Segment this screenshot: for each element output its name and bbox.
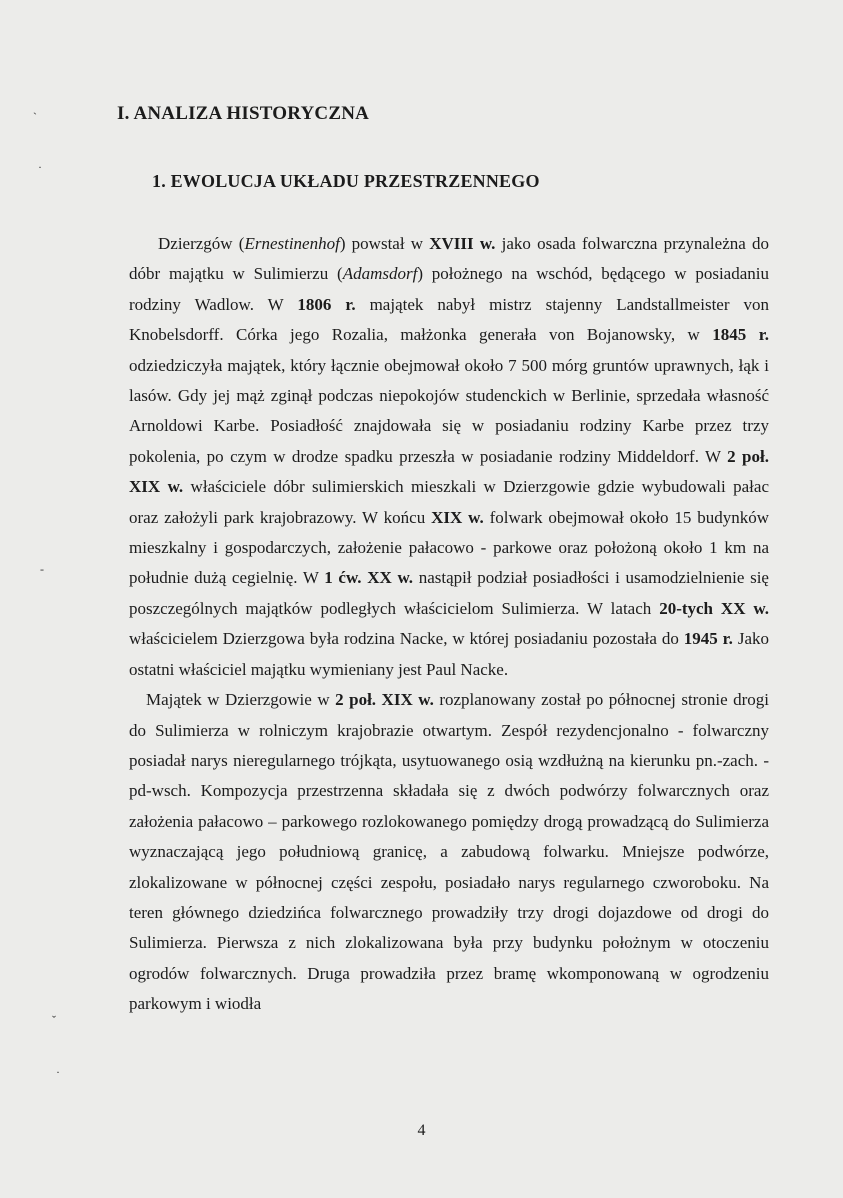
text-run: rozplanowany został po północnej stronie drogi do Sulimierza w rolniczym krajobrazie otwartym. Zespół rezydencjonalno - folwarczny posiadał narys nieregularnego trójkąta, usytuowanego osią wzdłużną na kierunku pn.-zach. - pd-wsch. Kompozycja przestrzenna składała się z dwóch podwórzy folwarcznych oraz założenia pałacowo – parkowego rozlokowanego pomiędzy drogą prowadzącą do Sulimierza wyznaczającą jego południową granicę, a zabudową folwarku. Mniejsze podwórze, zlokalizowane w północnej części zespołu, posiadało narys regularnego czworoboku. Na teren głównego dziedzińca folwarcznego prowadziły trzy drogi dojazdowe od drogi do Sulimierza. Pierwsza z nich zlokalizowana była przy budynku położnym w otoczeniu ogrodów folwarcznych. Druga prowadziła przez bramę wkomponowaną w ogrodzeniu parkowym i wiodła — [129, 690, 769, 1014]
text-run: właścicielem Dzierzgowa była rodzina Nacke, w której posiadaniu pozostała do — [129, 629, 684, 649]
bold-text-run: XVIII w. — [429, 234, 496, 253]
bold-text-run: 1845 r. — [712, 325, 769, 345]
bold-text-run: 20-tych XX w. — [659, 598, 769, 618]
text-run: ) powstał w — [339, 234, 430, 253]
text-run: Jako ostatni właściciel majątku wymieniany jest Paul Nacke. — [129, 629, 769, 679]
bold-text-run: 2 poł. XIX w. — [129, 446, 769, 497]
text-run: właściciele dóbr sulimierskich mieszkali w Dzierzgowie gdzie wybudowali pałac oraz założyli park krajobrazowy. W końcu — [129, 477, 769, 527]
text-run: majątek nabył mistrz stajenny Landstallmeister von Knobelsdorff. Córka jego Rozalia, małżonka generała von Bojanowsky, w — [129, 294, 769, 345]
bold-text-run: 1945 r. — [683, 629, 733, 649]
text-run: Dzierzgów ( — [158, 234, 245, 253]
scan-speck: · — [56, 1065, 60, 1079]
scan-speck: ˇ — [52, 1013, 56, 1027]
text-run: Majątek w Dzierzgowie w — [146, 690, 336, 710]
bold-text-run: 1 ćw. XX w. — [324, 568, 414, 588]
text-run: nastąpił podział posiadłości i usamodzielnienie się poszczególnych majątków podległych właścicielom Sulimierza. W latach — [129, 568, 769, 618]
italic-text-run: Adamsdorf — [342, 264, 418, 284]
section-heading: 1. EWOLUCJA UKŁADU PRZESTRZENNEGO — [152, 171, 540, 191]
scan-speck: ˋ — [33, 110, 37, 124]
bold-text-run: XIX w. — [431, 507, 484, 527]
italic-text-run: Ernestinenhof — [244, 234, 340, 253]
bold-text-run: 1806 r. — [297, 294, 356, 314]
main-heading: I. ANALIZA HISTORYCZNA — [117, 103, 370, 124]
scan-speck: · — [38, 160, 42, 174]
text-run: folwark obejmował około 15 budynków mieszkalny i gospodarczych, założenie pałacowo - parkowe oraz położoną około 1 km na południe dużą cegielnię. W — [129, 507, 770, 588]
paragraph-2 — [129, 685, 769, 1019]
page-number: 4 — [417, 1122, 426, 1139]
body-text — [129, 229, 769, 1020]
scan-speck: - — [40, 562, 44, 576]
text-run: jako osada folwarczna przynależna do dóbr majątku w Sulimierzu ( — [129, 234, 769, 284]
text-run: odziedziczyła majątek, który łącznie obejmował około 7 500 mórg gruntów uprawnych, łąk i lasów. Gdy jej mąż zginął podczas niepokojów studenckich w Berlinie, sprzedała własność Arnoldowi Karbe. Posiadłość znajdowała się w posiadaniu rodziny Karbe przez trzy pokolenia, po czym w drodze spadku przeszła w posiadanie rodziny Middeldorf. W — [129, 355, 769, 466]
text-run: ) położnego na wschód, będącego w posiadaniu rodziny Wadlow. W — [129, 264, 769, 314]
bold-text-run: 2 poł. XIX w. — [335, 690, 434, 710]
paragraph-1 — [129, 229, 769, 685]
